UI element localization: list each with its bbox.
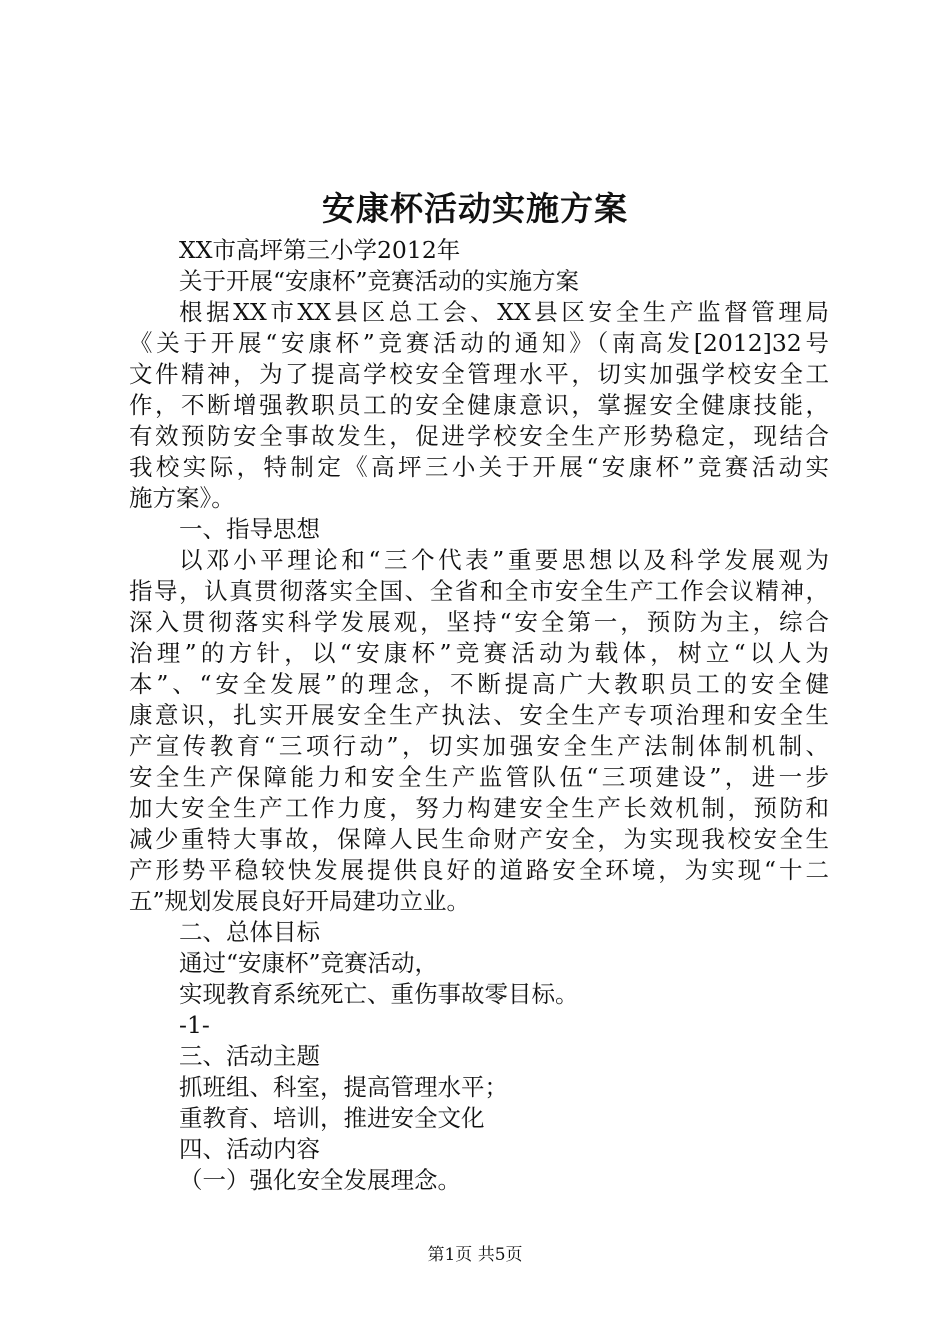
document-title: 安康杯活动实施方案	[322, 189, 628, 228]
paragraph-line: 本”、“安全发展”的理念，不断提高广大教职员工的安全健	[129, 670, 829, 698]
paragraph-line: 施方案》。	[129, 484, 235, 512]
paragraph-line: 产宣传教育“三项行动”，切实加强安全生产法制体制机制、	[129, 732, 829, 760]
section-heading-activity-content: 四、活动内容	[179, 1135, 320, 1163]
document-body	[129, 235, 829, 1196]
theme-line: 重教育、培训，推进安全文化	[179, 1104, 485, 1132]
section-heading-activity-theme: 三、活动主题	[179, 1042, 320, 1070]
section-heading-overall-goal: 二、总体目标	[179, 918, 320, 946]
subsection-heading: （一）强化安全发展理念。	[179, 1166, 461, 1194]
paragraph-line: 五”规划发展良好开局建功立业。	[129, 887, 471, 915]
paragraph-line: 治理”的方针，以“安康杯”竞赛活动为载体，树立“以人为	[129, 639, 829, 667]
paragraph-line: 产形势平稳较快发展提供良好的道路安全环境，为实现“十二	[129, 856, 829, 884]
paragraph-line: 安全生产保障能力和安全生产监管队伍“三项建设”，进一步	[129, 763, 829, 791]
goal-line: 通过“安康杯”竞赛活动，	[179, 949, 439, 977]
paragraph-line: 作，不断增强教职员工的安全健康意识，掌握安全健康技能，	[129, 391, 829, 419]
paragraph-line: 加大安全生产工作力度，努力构建安全生产长效机制，预防和	[129, 794, 829, 822]
paragraph-line: 我校实际，特制定《高坪三小关于开展“安康杯”竞赛活动实	[129, 453, 829, 481]
section-heading-guiding-thought: 一、指导思想	[179, 515, 320, 543]
page-footer: 第1页 共5页	[427, 1245, 523, 1265]
paragraph-guiding-thought	[129, 545, 829, 917]
goal-line: 实现教育系统死亡、重伤事故零目标。	[179, 980, 579, 1008]
paragraph-line: 根据XX市XX县区总工会、XX县区安全生产监督管理局	[179, 298, 829, 326]
page-marker: -1-	[179, 1011, 210, 1039]
paragraph-line: 文件精神，为了提高学校安全管理水平，切实加强学校安全工	[129, 360, 829, 388]
subtitle-line: 关于开展“安康杯”竞赛活动的实施方案	[179, 267, 580, 295]
paragraph-line: 《关于开展“安康杯”竞赛活动的通知》（南高发[2012]32号	[129, 329, 829, 357]
paragraph-line: 指导，认真贯彻落实全国、全省和全市安全生产工作会议精神，	[129, 577, 829, 605]
paragraph-line: 减少重特大事故，保障人民生命财产安全，为实现我校安全生	[129, 825, 829, 853]
paragraph-line: 深入贯彻落实科学发展观，坚持“安全第一，预防为主，综合	[129, 608, 829, 636]
paragraph-line: 以邓小平理论和“三个代表”重要思想以及科学发展观为	[179, 546, 829, 574]
paragraph-intro	[129, 297, 829, 514]
school-year-line: XX市高坪第三小学2012年	[179, 236, 461, 264]
theme-line: 抓班组、科室，提高管理水平；	[179, 1073, 508, 1101]
paragraph-line: 有效预防安全事故发生，促进学校安全生产形势稳定，现结合	[129, 422, 829, 450]
paragraph-line: 康意识，扎实开展安全生产执法、安全生产专项治理和安全生	[129, 701, 829, 729]
